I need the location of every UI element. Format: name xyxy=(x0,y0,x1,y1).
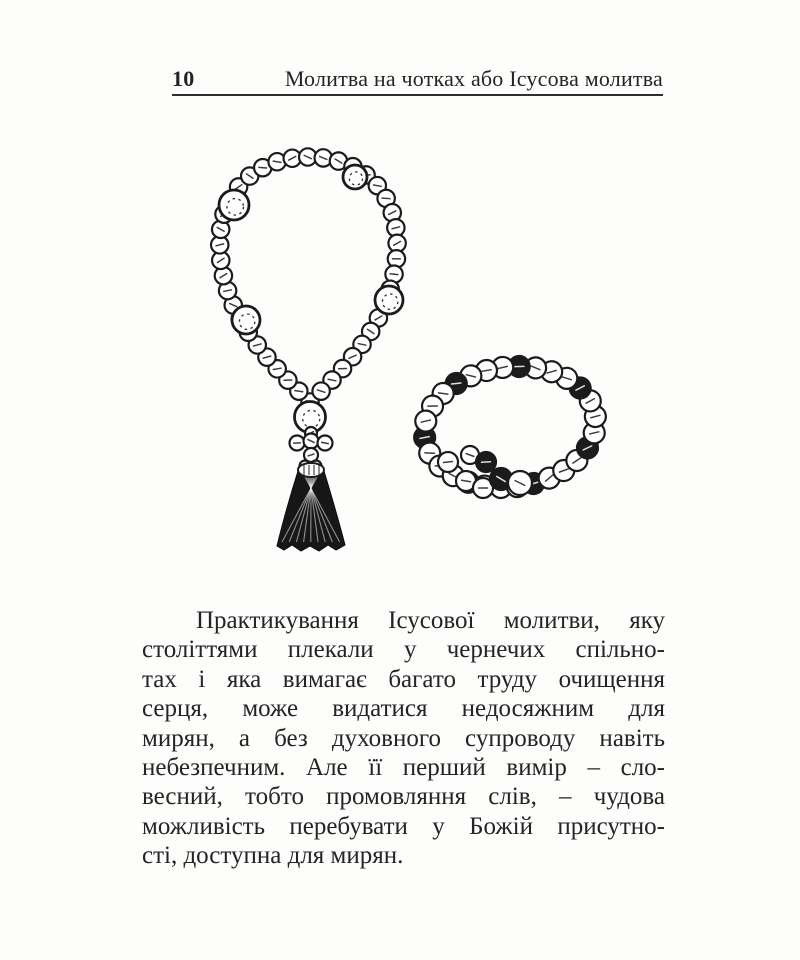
paragraph-line: Практикування Ісусової молитви, яку xyxy=(196,607,665,634)
paragraph-line: весний, тобто промовляння слів, – чудова xyxy=(142,783,665,811)
running-title: Молитва на чотках або Ісусова молитва xyxy=(284,66,663,91)
paragraph-line: століттями плекали у чернечих спільно- xyxy=(142,636,665,664)
paragraph-line: сті, доступна для мирян. xyxy=(142,842,404,870)
bead-bracelet xyxy=(406,345,615,508)
paragraph-line: мирян, а без духовного супроводу навіть xyxy=(142,724,665,752)
paragraph-line: можливість перебувати у Божій присутно- xyxy=(142,812,665,840)
cross-beads xyxy=(290,402,333,472)
paragraph-line: небезпечним. Але її перший вимір – сло- xyxy=(142,754,665,782)
body-paragraph xyxy=(142,606,665,871)
paragraph-line: тах і яка вимагає багато труду очищення xyxy=(142,665,665,693)
paragraph-line: серця, може видатися недосяжним для xyxy=(142,695,665,723)
tassel xyxy=(277,463,345,551)
page-number: 10 xyxy=(172,66,195,91)
prayer-rope-loop xyxy=(211,148,406,410)
